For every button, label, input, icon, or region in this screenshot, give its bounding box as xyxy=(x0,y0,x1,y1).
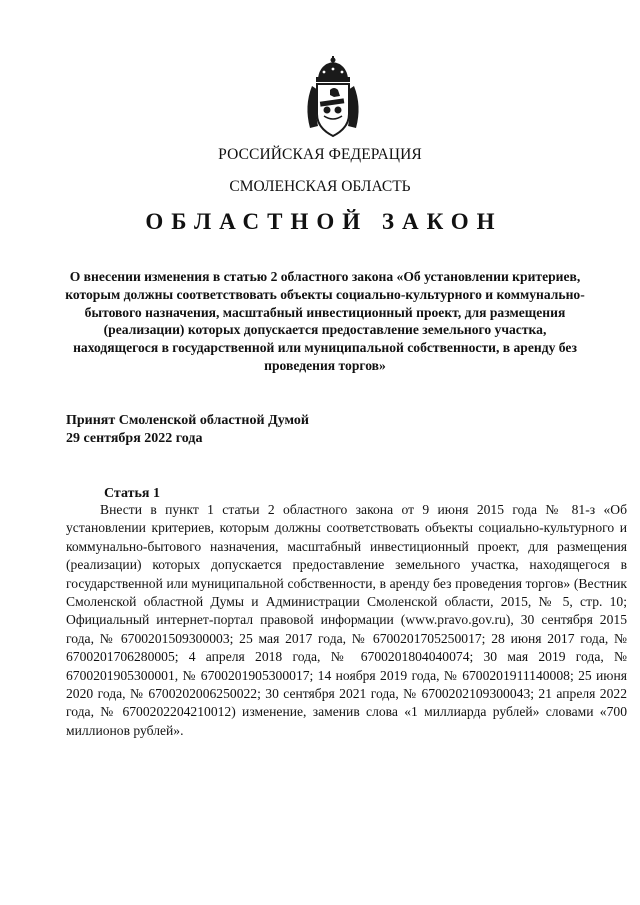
federation-line: РОССИЙСКАЯ ФЕДЕРАЦИЯ xyxy=(218,146,422,163)
adoption-info xyxy=(66,412,309,448)
law-title: О внесении изменения в статью 2 областного закона «Об установлении критериев, которым должны соответствовать объекты социально-культурного и коммунально-бытового назначения, масштабный инвестиционный проект, для размещения (реализации) которых допускается предоставление земельного участка, находящегося в государственной или муниципальной собственности, в аренду без проведения торгов» xyxy=(65,269,585,373)
adoption-date: 29 сентября 2022 года xyxy=(66,431,203,446)
coat-of-arms-icon xyxy=(300,56,366,140)
adoption-body: Принят Смоленской областной Думой xyxy=(66,413,309,428)
region-line: СМОЛЕНСКАЯ ОБЛАСТЬ xyxy=(229,178,411,195)
article-1-heading: Статья 1 xyxy=(104,486,160,501)
document-type: ОБЛАСТНОЙ ЗАКОН xyxy=(145,209,503,234)
article-1-text: Внести в пункт 1 статьи 2 областного закона от 9 июня 2015 года № 81-з «Об установлении критериев, которым должны соответствовать объекты социально-культурного и коммунально-бытового назначения, масштабный инвестиционный проект, для размещения (реализации) которых допускается предоставление земельного участка, находящегося в государственной или муниципальной собственности, в аренду без проведения торгов» (Вестник Смоленской областной Думы и Администрации Смоленской области, 2015, № 5, стр. 10; Официальный интернет-портал правовой информации (www.pravo.gov.ru), 30 сентября 2015 года, № 6700201509300003; 25 мая 2017 года, № 6700201705250017; 28 июня 2017 года, № 6700201706280005; 4 апреля 2018 года, № 6700201804040074; 30 мая 2019 года, № 6700201905300001, № 6700201905300017; 14 ноября 2019 года, № 6700201911140008; 25 июня 2020 года, № 6700202006250022; 30 сентября 2021 года, № 6700202109300043; 21 апреля 2022 года, № 6700202204210012) изменение, заменив слова «1 миллиарда рублей» словами «700 миллионов рублей». xyxy=(66,502,627,738)
